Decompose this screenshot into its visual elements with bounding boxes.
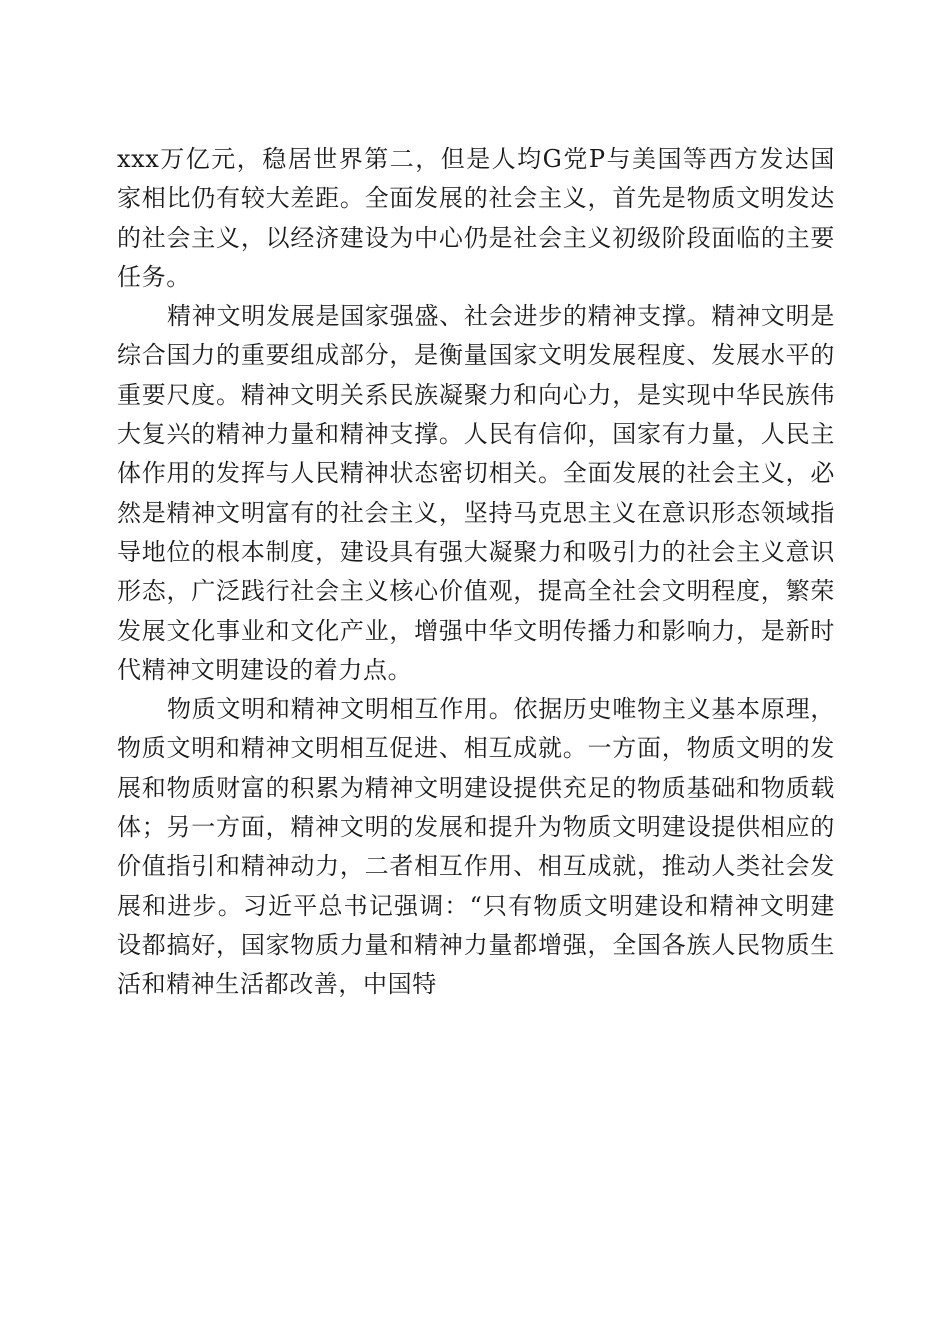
- paragraph-1: xxx万亿元，稳居世界第二，但是人均G党P与美国等西方发达国家相比仍有较大差距。全面发展的社会主义，首先是物质文明发达的社会主义，以经济建设为中心仍是社会主义初级阶段面临的主要任务。: [117, 145, 835, 291]
- document-body: [117, 140, 835, 1005]
- paragraph-3: 物质文明和精神文明相互作用。依据历史唯物主义基本原理，物质文明和精神文明相互促进、相互成就。一方面，物质文明的发展和物质财富的积累为精神文明建设提供充足的物质基础和物质载体；另一方面，精神文明的发展和提升为物质文明建设提供相应的价值指引和精神动力，二者相互作用、相互成就，推动人类社会发展和进步。习近平总书记强调：“只有物质文明建设和精神文明建设都搞好，国家物质力量和精神力量都增强，全国各族人民物质生活和精神生活都改善，中国特: [117, 695, 835, 999]
- paragraph-2: 精神文明发展是国家强盛、社会进步的精神支撑。精神文明是综合国力的重要组成部分，是衡量国家文明发展程度、发展水平的重要尺度。精神文明关系民族凝聚力和向心力，是实现中华民族伟大复兴的精神力量和精神支撑。人民有信仰，国家有力量，人民主体作用的发挥与人民精神状态密切相关。全面发展的社会主义，必然是精神文明富有的社会主义，坚持马克思主义在意识形态领域指导地位的根本制度，建设具有强大凝聚力和吸引力的社会主义意识形态，广泛践行社会主义核心价值观，提高全社会文明程度，繁荣发展文化事业和文化产业，增强中华文明传播力和影响力，是新时代精神文明建设的着力点。: [117, 302, 835, 684]
